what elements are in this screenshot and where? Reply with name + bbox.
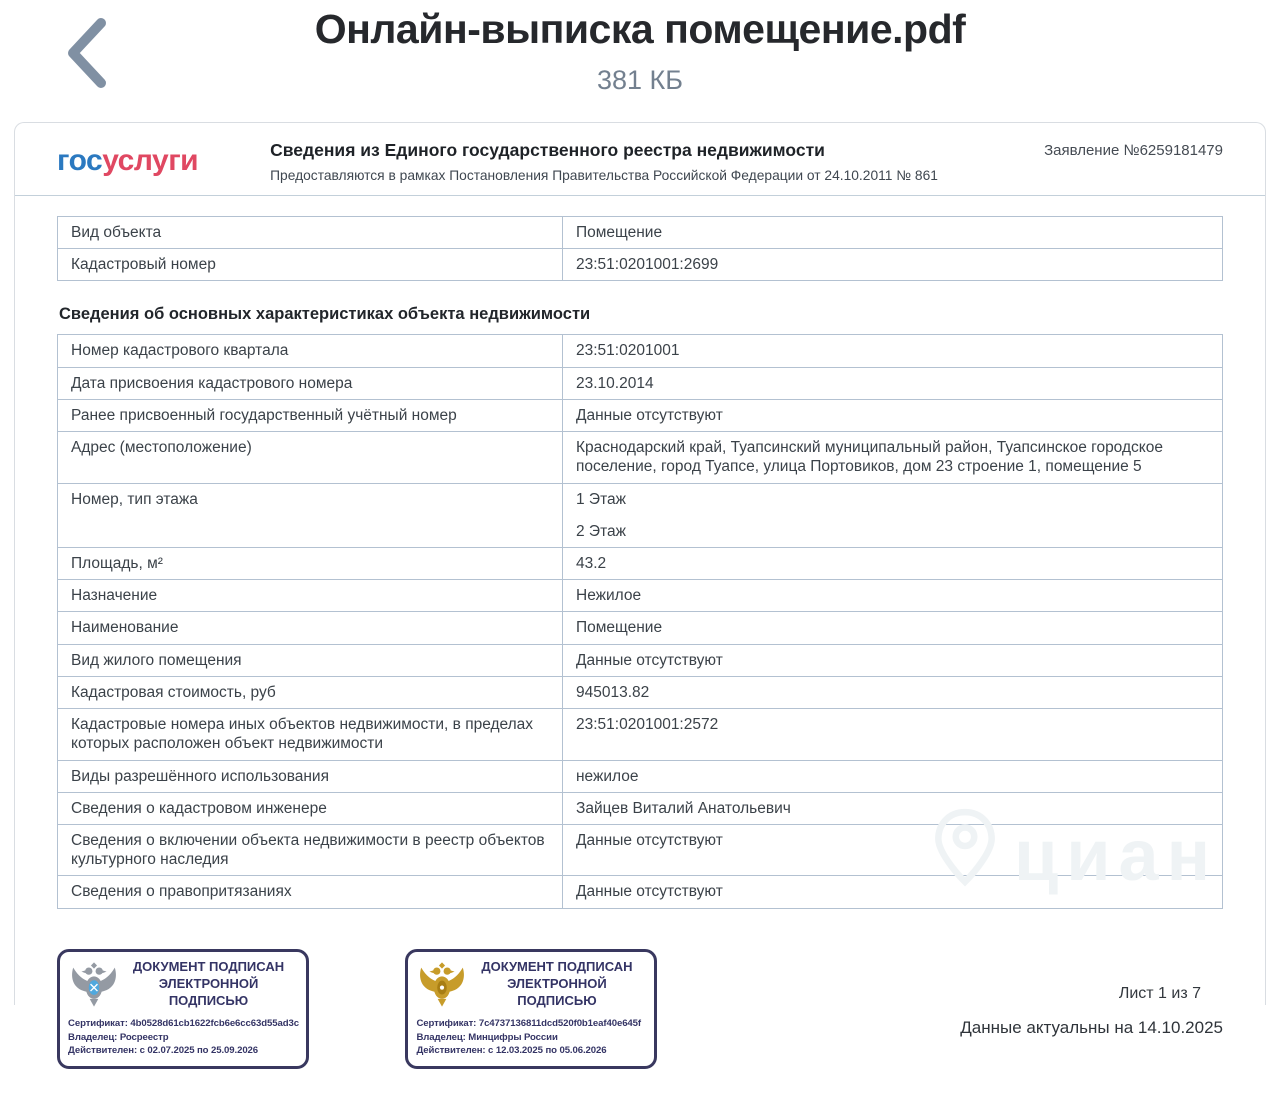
table-row: [58, 824, 1222, 875]
table-row: [58, 708, 1222, 759]
data-actual-date: Данные актуальны на 14.10.2025: [960, 1017, 1223, 1037]
table-row: [58, 875, 1222, 907]
watermark-text: циан: [1014, 815, 1219, 896]
row-label: Площадь, м²: [58, 548, 563, 579]
stamp-title: ДОКУМЕНТ ПОДПИСАН ЭЛЕКТРОННОЙ ПОДПИСЬЮ: [481, 959, 633, 1009]
document-subtitle: Предоставляются в рамках Постановления Правительства Российской Федерации от 24.10.2011 № 861: [270, 168, 938, 183]
row-label: Сведения о включении объекта недвижимости в реестр объектов культурного наследия: [58, 825, 563, 875]
table-row: [58, 399, 1222, 431]
rosreestr-eagle-icon: [68, 959, 120, 1011]
stamp-owner: Владелец: Минцифры России: [416, 1031, 558, 1043]
back-button[interactable]: [52, 14, 122, 94]
row-value: 43.2: [576, 554, 607, 572]
table-row: [58, 248, 1222, 280]
signatures-area: [15, 949, 1265, 1109]
row-value: 23:51:0201001:2572: [576, 716, 719, 734]
document-footer: [960, 985, 1223, 1038]
row-label: Номер, тип этажа: [58, 484, 563, 547]
row-value: 23.10.2014: [576, 374, 654, 392]
row-label: Виды разрешённого использования: [58, 761, 563, 792]
stamp-certificate: Сертификат: 4b0528d61cb1622fcb6e6cc63d55ad3c: [68, 1017, 299, 1029]
logo-part-blue: гос: [57, 144, 103, 177]
row-label: Дата присвоения кадастрового номера: [58, 368, 563, 399]
row-value: 23:51:0201001:2699: [576, 256, 719, 274]
row-value: Данные отсутствуют: [576, 883, 723, 901]
viewer-topbar: [0, 0, 1280, 122]
row-value: 1 Этаж 2 Этаж: [576, 490, 626, 540]
row-label: Вид жилого помещения: [58, 645, 563, 676]
pdf-page: [14, 122, 1266, 1057]
table-row: [58, 367, 1222, 399]
row-label: Кадастровые номера иных объектов недвижимости, в пределах которых расположен объект недвижимости: [58, 709, 563, 759]
page-info: Лист 1 из 7: [1118, 984, 1201, 1002]
row-label: Номер кадастрового квартала: [58, 335, 563, 366]
table-row: [58, 431, 1222, 482]
file-size: 381 КБ: [597, 65, 683, 95]
row-value: 945013.82: [576, 683, 650, 701]
row-value: 23:51:0201001: [576, 342, 680, 360]
logo-part-red: услуги: [102, 144, 199, 177]
stamp-validity: Действителен: с 12.03.2025 по 05.06.2026: [416, 1045, 607, 1057]
gold-eagle-icon: [416, 959, 468, 1011]
document-header: [15, 123, 1265, 196]
row-value: Данные отсутствуют: [576, 651, 723, 669]
row-label: Назначение: [58, 580, 563, 611]
characteristics-table: [57, 334, 1223, 908]
table-row: [58, 547, 1222, 579]
row-value: Зайцев Виталий Анатольевич: [576, 799, 791, 817]
row-label: Кадастровый номер: [58, 249, 563, 280]
row-label: Сведения о правопритязаниях: [58, 876, 563, 907]
table-row: [58, 760, 1222, 792]
row-label: Кадастровая стоимость, руб: [58, 677, 563, 708]
application-number: Заявление №6259181479: [1044, 142, 1223, 159]
row-label: Ранее присвоенный государственный учётный номер: [58, 400, 563, 431]
stamp-owner: Владелец: Росреестр: [68, 1031, 169, 1043]
file-title: Онлайн-выписка помещение.pdf: [314, 6, 966, 52]
signature-stamp-rosreestr: [57, 949, 309, 1070]
stamp-title: ДОКУМЕНТ ПОДПИСАН ЭЛЕКТРОННОЙ ПОДПИСЬЮ: [132, 959, 285, 1009]
row-label: Наименование: [58, 612, 563, 643]
document-title: Сведения из Единого государственного реестра недвижимости: [270, 140, 825, 160]
stamp-validity: Действителен: с 02.07.2025 по 25.09.2026: [68, 1045, 259, 1057]
table-row: [58, 335, 1222, 366]
table-row: [58, 611, 1222, 643]
row-value: Краснодарский край, Туапсинский муниципальный район, Туапсинское городское поселение, город Туапсе, улица Портовиков, дом 23 строение 1, помещение 5: [576, 439, 1163, 476]
table-row: [58, 644, 1222, 676]
table-row: [58, 217, 1222, 248]
table-row: [58, 579, 1222, 611]
row-label: Сведения о кадастровом инженере: [58, 793, 563, 824]
row-value: Помещение: [576, 224, 663, 241]
chevron-left-icon: [55, 79, 119, 94]
table-row: [58, 792, 1222, 824]
gosuslugi-logo: [57, 144, 198, 178]
stamp-certificate: Сертификат: 7c4737136811dcd520f0b1eaf40e645f: [416, 1017, 641, 1029]
row-value: Данные отсутствуют: [576, 831, 723, 849]
signature-stamp-mintsifry: [405, 949, 657, 1070]
section-title: Сведения об основных характеристиках объекта недвижимости: [59, 305, 591, 324]
row-label: Адрес (местоположение): [58, 432, 563, 482]
row-value: нежилое: [576, 767, 639, 785]
row-value: Нежилое: [576, 587, 642, 605]
row-value: Данные отсутствуют: [576, 406, 723, 424]
table-row: [58, 483, 1222, 547]
table-row: [58, 676, 1222, 708]
object-table: [57, 216, 1223, 281]
row-value: Помещение: [576, 619, 663, 637]
row-label: Вид объекта: [58, 217, 563, 248]
